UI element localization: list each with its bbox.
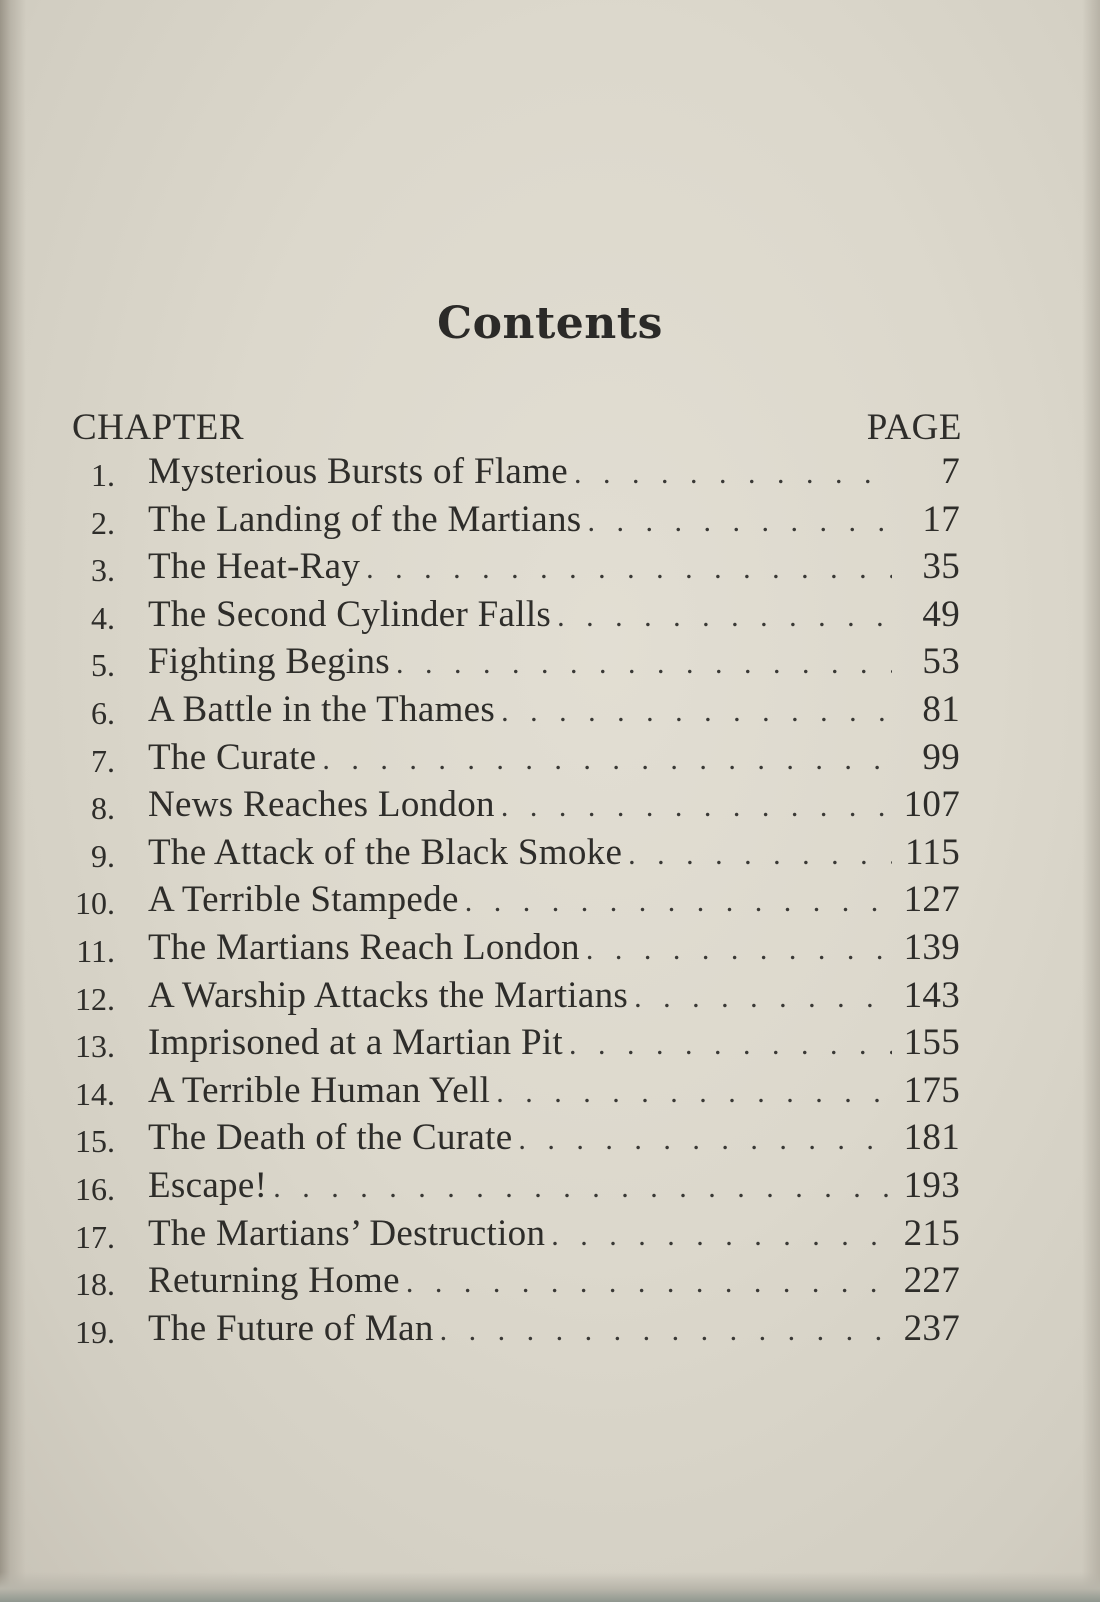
page-number: 193 (903, 1164, 960, 1206)
chapter-number: 13. (75, 1028, 115, 1065)
chapter-column-header: CHAPTER (72, 407, 245, 448)
chapter-number: 15. (75, 1123, 115, 1160)
chapter-number: 17. (75, 1218, 115, 1255)
page-number: 107 (903, 784, 960, 826)
chapter-number: 6. (91, 694, 115, 731)
chapter-title: The Martians’ Destruction (148, 1212, 546, 1254)
page-number: 99 (922, 736, 960, 778)
chapter-title: The Heat-Ray (148, 546, 361, 588)
chapter-title: Mysterious Bursts of Flame (148, 451, 568, 492)
page-number: 127 (903, 879, 960, 921)
toc-entry (0, 1162, 1100, 1210)
page-number: 215 (903, 1212, 960, 1254)
dot-leader (587, 498, 892, 546)
chapter-number: 5. (91, 647, 115, 684)
toc-entry (0, 686, 1100, 734)
page-number: 181 (903, 1117, 960, 1159)
dot-leader (557, 593, 892, 641)
chapter-title: A Battle in the Thames (148, 688, 496, 730)
chapter-number: 16. (75, 1170, 115, 1207)
chapter-number: 14. (75, 1075, 115, 1112)
dot-leader (628, 831, 892, 879)
dot-leader (273, 1164, 892, 1212)
page-number: 49 (922, 593, 960, 635)
dot-leader (501, 783, 892, 831)
dot-leader (465, 878, 892, 926)
toc-entry (0, 1305, 1100, 1353)
page-number: 17 (922, 498, 960, 540)
dot-leader (366, 545, 892, 593)
chapter-number: 1. (91, 457, 115, 493)
toc-entry (0, 924, 1100, 972)
dot-leader (551, 1212, 892, 1260)
toc-entry (0, 972, 1100, 1020)
toc-entry (0, 496, 1100, 544)
page-number: 175 (903, 1069, 960, 1111)
chapter-number: 11. (76, 932, 115, 969)
chapter-title: The Attack of the Black Smoke (148, 831, 623, 873)
dot-leader (518, 1116, 892, 1164)
page-column-header: PAGE (866, 407, 962, 448)
chapter-number: 18. (75, 1266, 115, 1303)
dot-leader (396, 640, 892, 688)
chapter-title: Imprisoned at a Martian Pit (148, 1022, 564, 1064)
page-number: 7 (941, 451, 960, 492)
chapter-title: A Warship Attacks the Martians (148, 974, 629, 1016)
chapter-number: 19. (75, 1313, 115, 1350)
chapter-title: The Second Cylinder Falls (148, 593, 552, 635)
toc-entry (0, 1067, 1100, 1115)
chapter-number: 3. (91, 552, 115, 589)
toc-entry (0, 448, 1100, 496)
toc-entry (0, 1114, 1100, 1162)
toc-entry (0, 1257, 1100, 1305)
chapter-number: 7. (91, 742, 115, 779)
dot-leader (569, 1021, 892, 1069)
chapter-title: News Reaches London (148, 784, 495, 826)
chapter-title: The Martians Reach London (148, 926, 580, 968)
dot-leader (501, 688, 892, 736)
chapter-title: Fighting Begins (148, 641, 390, 683)
page-number: 81 (922, 688, 960, 730)
page-number: 139 (903, 926, 960, 968)
chapter-number: 12. (75, 980, 115, 1017)
table-of-contents (0, 448, 1100, 1352)
toc-entry (0, 734, 1100, 782)
chapter-title: Returning Home (148, 1260, 400, 1302)
toc-entry (0, 638, 1100, 686)
chapter-title: The Death of the Curate (148, 1117, 513, 1159)
bottom-edge-shadow (0, 1572, 1100, 1602)
toc-entry (0, 1019, 1100, 1067)
page-number: 237 (903, 1307, 960, 1349)
chapter-number: 9. (91, 837, 115, 874)
page-number: 227 (903, 1260, 960, 1302)
toc-entry (0, 543, 1100, 591)
dot-leader (322, 736, 892, 784)
chapter-number: 8. (91, 790, 115, 827)
chapter-title: The Future of Man (148, 1307, 434, 1349)
toc-entry (0, 829, 1100, 877)
page-number: 115 (904, 831, 960, 873)
page-number: 155 (903, 1022, 960, 1064)
chapter-title: A Terrible Human Yell (148, 1069, 491, 1111)
toc-entry (0, 781, 1100, 829)
toc-entry (0, 591, 1100, 639)
chapter-number: 4. (91, 599, 115, 636)
toc-entry (0, 1210, 1100, 1258)
page-number: 143 (903, 974, 960, 1016)
chapter-title: Escape! (148, 1164, 268, 1206)
dot-leader (406, 1259, 892, 1307)
dot-leader (586, 926, 892, 974)
dot-leader (574, 450, 892, 498)
chapter-title: The Curate (148, 736, 317, 778)
page-title: Contents (437, 298, 663, 349)
dot-leader (634, 974, 892, 1022)
toc-entry (0, 876, 1100, 924)
page-number: 35 (922, 546, 960, 588)
chapter-number: 10. (75, 885, 115, 922)
chapter-title: A Terrible Stampede (148, 879, 459, 921)
dot-leader (496, 1069, 892, 1117)
dot-leader (440, 1307, 892, 1355)
chapter-number: 2. (91, 504, 115, 541)
page-number: 53 (922, 641, 960, 683)
chapter-title: The Landing of the Martians (148, 498, 582, 540)
